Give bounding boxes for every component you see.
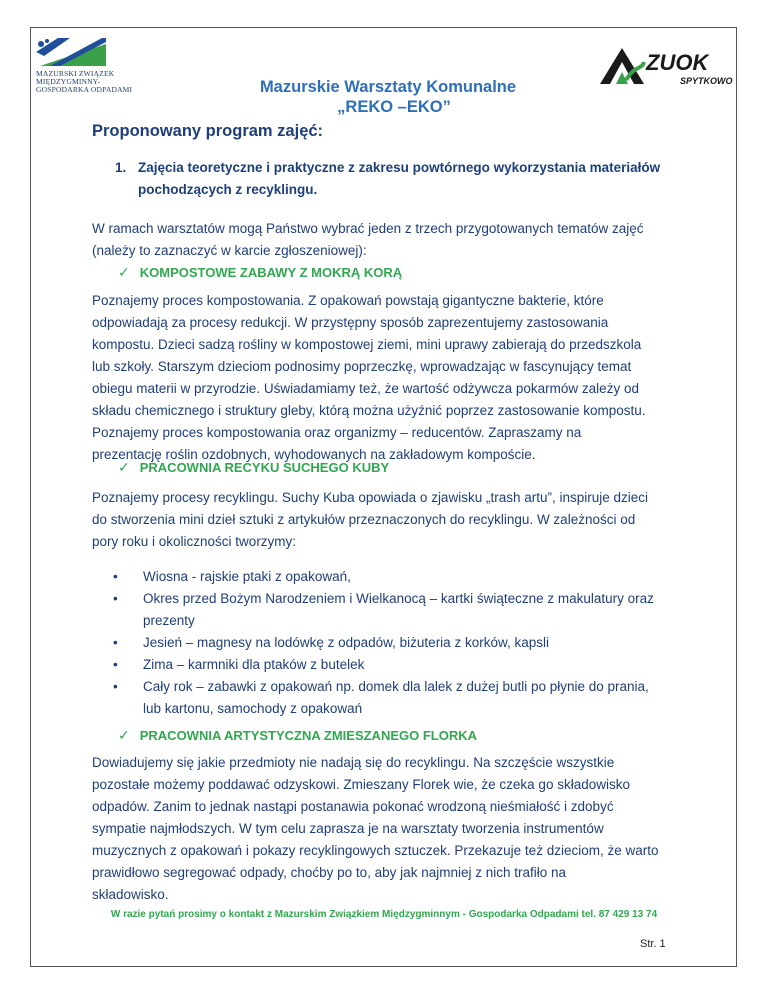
item-text-line: pochodzących z recyklingu. xyxy=(138,182,318,197)
document-subtitle: „REKO –EKO” xyxy=(337,98,451,116)
paragraph-line: lub szkoły. Starszym dzieciom podnosimy poprzeczkę, wprowadzając w fascynujący temat xyxy=(92,359,632,374)
paragraph-line: kompostu. Dzieci sadzą rośliny w kompostowej ziemi, mini uprawy zabierają do przedszkola xyxy=(92,337,642,352)
list-item xyxy=(110,632,696,654)
list-item-text: Okres przed Bożym Narodzeniem i Wielkanocą – kartki świąteczne z makulatury oraz xyxy=(143,591,654,606)
paragraph-line: Poznajemy proces kompostowania. Z opakowań powstają gigantyczne bakterie, które xyxy=(92,293,604,308)
checkmark-icon: ✓ xyxy=(118,727,130,743)
topic2-heading xyxy=(118,459,389,476)
activities-list xyxy=(110,566,696,720)
contact-footer: W razie pytań prosimy o kontakt z Mazurskim Związkiem Międzygminnym - Gospodarka Odpadami tel. 87 429 13 74 xyxy=(110,909,658,920)
topic3-paragraph xyxy=(92,752,696,906)
paragraph-line: (należy to zaznaczyć w karcie zgłoszeniowej): xyxy=(92,243,367,258)
list-item-text: Cały rok – zabawki z opakowań np. domek dla lalek z dużej butli po płynie do prania, xyxy=(143,679,649,694)
mzm-logo-graphic xyxy=(36,36,106,68)
numbered-item xyxy=(115,157,695,201)
list-item-text: prezenty xyxy=(143,613,195,628)
paragraph-line: odpowiadają za procesy redukcji. W przystępny sposób zaprezentujemy zastosowania xyxy=(92,315,609,330)
topic3-title: PRACOWNIA ARTYSTYCZNA ZMIESZANEGO FLORKA xyxy=(139,728,477,743)
paragraph-line: pory roku i okoliczności tworzymy: xyxy=(92,534,297,549)
paragraph-line: prezentację roślin ozdobnych, wyhodowanych na zakładowym kompoście. xyxy=(92,447,536,462)
paragraph-line: odpadów. Zanim to jednak nastąpi postanawia pokonać wrodzoną nieśmiałość i zdobyć xyxy=(92,799,614,814)
list-item-text: Zima – karmniki dla ptaków z butelek xyxy=(143,657,365,672)
paragraph-line: składu chemicznego i struktury gleby, którą można użyźnić poprzez zastosowanie kompostu. xyxy=(92,403,646,418)
item-number: 1. xyxy=(115,160,127,175)
checkmark-icon: ✓ xyxy=(118,264,130,280)
bullet-icon: • xyxy=(113,635,118,650)
paragraph-line: prawidłowo segregować odpady, choćby po to, aby jak najmniej z nich trafiło na xyxy=(92,865,567,880)
topic2-paragraph xyxy=(92,487,696,553)
bullet-icon: • xyxy=(113,679,118,694)
paragraph-line: do stworzenia mini dzieł sztuki z artykułów przeznaczonych do recyklingu. W zależności od xyxy=(92,512,636,527)
bullet-icon: • xyxy=(113,657,118,672)
checkmark-icon: ✓ xyxy=(118,459,130,475)
zuok-logo-subtext: SPYTKOWO xyxy=(680,76,733,86)
paragraph-line: W ramach warsztatów mogą Państwo wybrać jeden z trzech przygotowanych tematów zajęć xyxy=(92,221,644,236)
topic1-title: KOMPOSTOWE ZABAWY Z MOKRĄ KORĄ xyxy=(139,265,403,280)
zuok-logo-text: ZUOK xyxy=(646,50,709,75)
topic3-heading xyxy=(118,727,477,744)
bullet-icon: • xyxy=(113,591,118,606)
paragraph-line: Poznajemy procesy recyklingu. Suchy Kuba opowiada o zjawisku „trash artu”, inspiruje dzieci xyxy=(92,490,649,505)
paragraph-line: muzycznych z opakowań i pokazy recyklingowych sztuczek. Przekazuje też dzieciom, że warto xyxy=(92,843,659,858)
paragraph-line: obiegu materii w przyrodzie. Uświadamiamy też, że wartość odżywcza pokarmów zależy od xyxy=(92,381,639,396)
topic2-title: PRACOWNIA RECYKU SUCHEGO KUBY xyxy=(139,460,390,475)
paragraph-line: Dowiadujemy się jakie przedmioty nie nadają się do recyklingu. Na szczęście wszystkie xyxy=(92,755,615,770)
paragraph-line: pozostałe możemy poddawać odzyskowi. Zmieszany Florek wie, że czeka go składowisko xyxy=(92,777,630,792)
document-title: Mazurskie Warsztaty Komunalne xyxy=(259,78,517,96)
list-item xyxy=(110,676,696,720)
bullet-icon: • xyxy=(113,569,118,584)
paragraph-line: sympatie najmłodszych. W tym celu zaprasza je na warsztaty tworzenia instrumentów xyxy=(92,821,604,836)
mzm-logo-line: MAZURSKI ZWIĄZEK xyxy=(36,69,115,78)
page-number: Str. 1 xyxy=(640,938,666,950)
list-item xyxy=(110,588,696,632)
list-item-text: lub kartonu, samochody z opakowań xyxy=(143,701,363,716)
list-item xyxy=(110,654,696,676)
list-item-text: Jesień – magnesy na lodówkę z odpadów, biżuteria z korków, kapsli xyxy=(143,635,549,650)
list-item xyxy=(110,566,696,588)
paragraph-line: Poznajemy proces kompostowania oraz organizmy – reducentów. Zapraszamy na xyxy=(92,425,582,440)
intro-paragraph xyxy=(92,218,696,262)
mzm-logo-line: GOSPODARKA ODPADAMI xyxy=(36,85,133,94)
paragraph-line: składowisko. xyxy=(92,887,169,902)
item-text-line: Zajęcia teoretyczne i praktyczne z zakresu powtórnego wykorzystania materiałów xyxy=(138,160,661,175)
program-heading: Proponowany program zajęć: xyxy=(92,122,324,140)
topic1-paragraph xyxy=(92,290,696,466)
mzm-logo-line: MIĘDZYGMINNY- xyxy=(36,77,101,86)
list-item-text: Wiosna - rajskie ptaki z opakowań, xyxy=(143,569,351,584)
topic1-heading xyxy=(118,264,402,281)
